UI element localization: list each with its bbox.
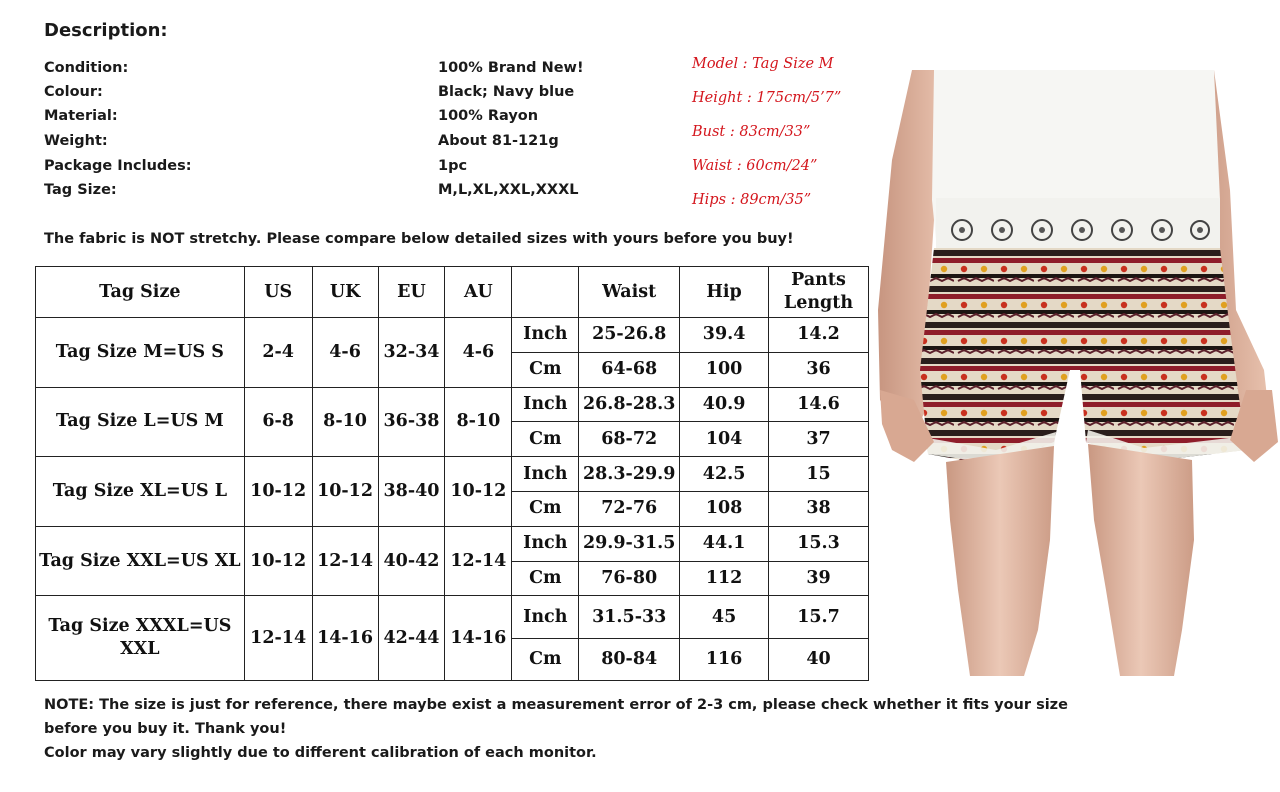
- au-cell: 14-16: [445, 596, 512, 681]
- unit-cell: Inch: [512, 526, 579, 561]
- length-cell: 40: [769, 638, 869, 681]
- unit-cell: Inch: [512, 457, 579, 492]
- waist-cell: 25-26.8: [579, 318, 680, 353]
- model-waist: Waist : 60cm/24”: [692, 158, 818, 174]
- waist-cell: 64-68: [579, 352, 680, 387]
- spec-label-colour: Colour:: [44, 84, 103, 100]
- table-row: [36, 457, 869, 492]
- table-row: [36, 318, 869, 353]
- header-unit: [512, 267, 579, 318]
- size-chart-table: [35, 266, 869, 681]
- uk-cell: 12-14: [312, 526, 378, 596]
- tag-size-cell: Tag Size XXXL=US XXL: [36, 596, 245, 681]
- tag-size-cell: Tag Size L=US M: [36, 387, 245, 457]
- spec-value-package: 1pc: [438, 158, 468, 174]
- spec-value-material: 100% Rayon: [438, 108, 539, 124]
- au-cell: 4-6: [445, 318, 512, 388]
- waist-cell: 28.3-29.9: [579, 457, 680, 492]
- waist-cell: 68-72: [579, 422, 680, 457]
- hip-cell: 44.1: [680, 526, 769, 561]
- table-row: [36, 596, 869, 639]
- model-hips: Hips : 89cm/35”: [692, 192, 812, 208]
- tag-size-cell: Tag Size XXL=US XL: [36, 526, 245, 596]
- hip-cell: 42.5: [680, 457, 769, 492]
- uk-cell: 4-6: [312, 318, 378, 388]
- length-cell: 15.3: [769, 526, 869, 561]
- spec-value-tag-size: M,L,XL,XXL,XXXL: [438, 182, 579, 198]
- au-cell: 10-12: [445, 457, 512, 527]
- unit-cell: Cm: [512, 422, 579, 457]
- unit-cell: Inch: [512, 387, 579, 422]
- hip-cell: 40.9: [680, 387, 769, 422]
- length-cell: 14.6: [769, 387, 869, 422]
- waist-cell: 29.9-31.5: [579, 526, 680, 561]
- color-note: Color may vary slightly due to different calibration of each monitor.: [44, 745, 597, 761]
- spec-label-material: Material:: [44, 108, 118, 124]
- description-heading: Description:: [44, 20, 168, 41]
- length-cell: 15.7: [769, 596, 869, 639]
- us-cell: 2-4: [244, 318, 312, 388]
- hip-cell: 100: [680, 352, 769, 387]
- waist-cell: 26.8-28.3: [579, 387, 680, 422]
- unit-cell: Cm: [512, 561, 579, 596]
- header-us: US: [244, 267, 312, 318]
- length-cell: 15: [769, 457, 869, 492]
- uk-cell: 14-16: [312, 596, 378, 681]
- length-cell: 38: [769, 491, 869, 526]
- waist-cell: 76-80: [579, 561, 680, 596]
- spec-label-package: Package Includes:: [44, 158, 192, 174]
- waist-cell: 31.5-33: [579, 596, 680, 639]
- spec-value-colour: Black; Navy blue: [438, 84, 575, 100]
- model-wearing-shorts-photo: [874, 70, 1280, 676]
- unit-cell: Cm: [512, 491, 579, 526]
- eu-cell: 42-44: [378, 596, 445, 681]
- spec-label-condition: Condition:: [44, 60, 129, 76]
- au-cell: 8-10: [445, 387, 512, 457]
- size-note: NOTE: The size is just for reference, there maybe exist a measurement error of 2-3 cm, please check whether it fits your size: [44, 697, 1068, 713]
- header-hip: Hip: [680, 267, 769, 318]
- length-cell: 14.2: [769, 318, 869, 353]
- waist-cell: 72-76: [579, 491, 680, 526]
- waist-cell: 80-84: [579, 638, 680, 681]
- tag-size-cell: Tag Size XL=US L: [36, 457, 245, 527]
- unit-cell: Cm: [512, 352, 579, 387]
- us-cell: 10-12: [244, 457, 312, 527]
- uk-cell: 10-12: [312, 457, 378, 527]
- au-cell: 12-14: [445, 526, 512, 596]
- header-tag-size: Tag Size: [36, 267, 245, 318]
- length-cell: 39: [769, 561, 869, 596]
- spec-value-weight: About 81-121g: [438, 133, 559, 149]
- model-tag-size: Model : Tag Size M: [692, 56, 834, 72]
- us-cell: 10-12: [244, 526, 312, 596]
- hip-cell: 39.4: [680, 318, 769, 353]
- header-waist: Waist: [579, 267, 680, 318]
- tag-size-cell: Tag Size M=US S: [36, 318, 245, 388]
- header-uk: UK: [312, 267, 378, 318]
- length-cell: 37: [769, 422, 869, 457]
- table-row: [36, 387, 869, 422]
- us-cell: 6-8: [244, 387, 312, 457]
- uk-cell: 8-10: [312, 387, 378, 457]
- spec-label-weight: Weight:: [44, 133, 108, 149]
- table-header-row: [36, 267, 869, 318]
- spec-value-condition: 100% Brand New!: [438, 60, 584, 76]
- header-au: AU: [445, 267, 512, 318]
- hip-cell: 116: [680, 638, 769, 681]
- header-eu: EU: [378, 267, 445, 318]
- eu-cell: 36-38: [378, 387, 445, 457]
- hip-cell: 104: [680, 422, 769, 457]
- unit-cell: Inch: [512, 318, 579, 353]
- hip-cell: 112: [680, 561, 769, 596]
- model-height: Height : 175cm/5’7”: [692, 90, 842, 106]
- length-cell: 36: [769, 352, 869, 387]
- table-row: [36, 526, 869, 561]
- eu-cell: 32-34: [378, 318, 445, 388]
- unit-cell: Inch: [512, 596, 579, 639]
- hip-cell: 45: [680, 596, 769, 639]
- model-bust: Bust : 83cm/33”: [692, 124, 811, 140]
- hip-cell: 108: [680, 491, 769, 526]
- eu-cell: 40-42: [378, 526, 445, 596]
- header-pants-length: Pants Length: [769, 267, 869, 318]
- eu-cell: 38-40: [378, 457, 445, 527]
- unit-cell: Cm: [512, 638, 579, 681]
- stretch-note: The fabric is NOT stretchy. Please compare below detailed sizes with yours before you buy!: [44, 231, 794, 247]
- size-note-continued: before you buy it. Thank you!: [44, 721, 287, 737]
- us-cell: 12-14: [244, 596, 312, 681]
- spec-label-tag-size: Tag Size:: [44, 182, 117, 198]
